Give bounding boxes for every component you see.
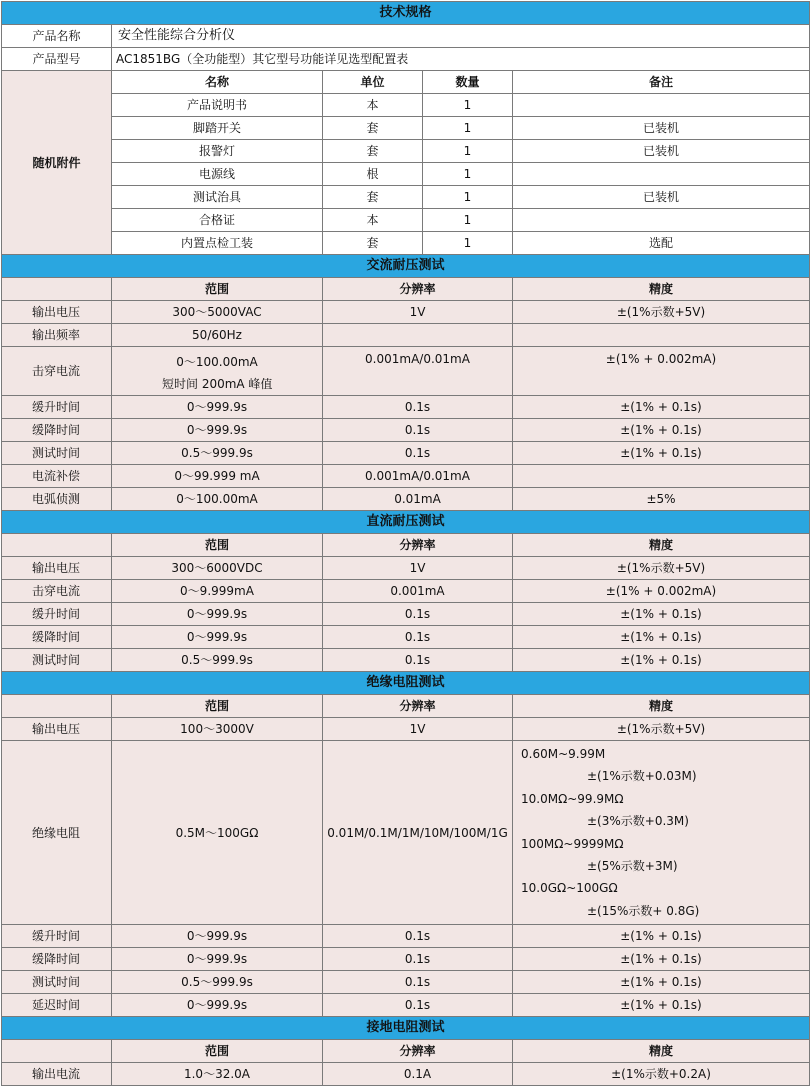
accessories-label: 随机附件 [2, 71, 112, 255]
accessory-qty: 1 [423, 186, 513, 209]
spec-param: 输出频率 [2, 324, 112, 347]
spec-param: 缓降时间 [2, 419, 112, 442]
spec-row [2, 347, 810, 396]
spec-range: 0～999.9s [112, 396, 323, 419]
accuracy-value-line: ±(3%示数+0.3M) [587, 814, 689, 829]
accessory-qty: 1 [423, 163, 513, 186]
accessory-name: 测试治具 [112, 186, 323, 209]
spec-range: 0～99.999 mA [112, 465, 323, 488]
accessory-qty: 1 [423, 209, 513, 232]
section-title: 交流耐压测试 [2, 255, 810, 278]
accessory-note [513, 163, 810, 186]
spec-title: 技术规格 [2, 2, 810, 25]
accessory-row [2, 94, 810, 117]
spec-resolution: 0.001mA [323, 580, 513, 603]
accessory-unit: 根 [323, 163, 423, 186]
spec-accuracy: ±(1% + 0.1s) [513, 971, 810, 994]
spec-range-note: 短时间 200mA 峰值 [162, 377, 273, 391]
accuracy-range-line: 100MΩ~9999MΩ [521, 836, 624, 851]
product-model-label: 产品型号 [2, 48, 112, 71]
spec-range: 0.5M～100GΩ [112, 741, 323, 925]
spec-param: 输出电压 [2, 557, 112, 580]
spec-resolution: 0.1s [323, 925, 513, 948]
spec-range: 0～999.9s [112, 626, 323, 649]
spec-row [2, 396, 810, 419]
accessory-name: 电源线 [112, 163, 323, 186]
accessory-row [2, 232, 810, 255]
spec-accuracy: ±(1%示数+5V) [513, 718, 810, 741]
section-title-row [2, 255, 810, 278]
spec-resolution: 0.1A [323, 1063, 513, 1086]
product-name-value: 安全性能综合分析仪 [112, 25, 810, 48]
spec-range: 0～9.999mA [112, 580, 323, 603]
spec-param: 绝缘电阻 [2, 741, 112, 925]
spec-row [2, 603, 810, 626]
header-blank [2, 695, 112, 718]
header-blank [2, 278, 112, 301]
accessory-name: 脚踏开关 [112, 117, 323, 140]
spec-accuracy: ±(1%示数+5V) [513, 301, 810, 324]
spec-accuracy [513, 324, 810, 347]
spec-row [2, 948, 810, 971]
spec-row [2, 580, 810, 603]
spec-accuracy: ±(1%示数+5V) [513, 557, 810, 580]
section-header-row [2, 278, 810, 301]
spec-accuracy: ±(1% + 0.1s) [513, 948, 810, 971]
product-model-row [2, 48, 810, 71]
spec-row [2, 465, 810, 488]
spec-resolution: 0.1s [323, 626, 513, 649]
header-accuracy: 精度 [513, 278, 810, 301]
accessory-name: 合格证 [112, 209, 323, 232]
accessory-unit: 本 [323, 94, 423, 117]
spec-param: 缓降时间 [2, 948, 112, 971]
spec-param: 缓升时间 [2, 925, 112, 948]
product-model-value: AC1851BG（全功能型）其它型号功能详见选型配置表 [112, 48, 810, 71]
spec-range-main: 0～100.00mA [176, 355, 258, 369]
header-range: 范围 [112, 695, 323, 718]
product-name-label: 产品名称 [2, 25, 112, 48]
spec-param: 缓降时间 [2, 626, 112, 649]
section-header-row [2, 1040, 810, 1063]
accuracy-value-line: ±(5%示数+3M) [587, 859, 678, 874]
header-range: 范围 [112, 1040, 323, 1063]
section-title: 绝缘电阻测试 [2, 672, 810, 695]
accessory-unit: 套 [323, 186, 423, 209]
spec-resolution: 0.001mA/0.01mA [323, 347, 513, 396]
header-resolution: 分辨率 [323, 278, 513, 301]
header-range: 范围 [112, 534, 323, 557]
spec-accuracy: ±(1% + 0.1s) [513, 603, 810, 626]
accessory-unit: 套 [323, 140, 423, 163]
spec-range [112, 347, 323, 396]
spec-resolution: 0.1s [323, 994, 513, 1017]
spec-row [2, 442, 810, 465]
spec-accuracy: ±(1% + 0.002mA) [513, 580, 810, 603]
accuracy-value-line: ±(15%示数+ 0.8G) [587, 903, 700, 918]
spec-resolution: 0.01M/0.1M/1M/10M/100M/1G [323, 741, 513, 925]
header-resolution: 分辨率 [323, 695, 513, 718]
accessory-qty: 1 [423, 232, 513, 255]
section-title: 直流耐压测试 [2, 511, 810, 534]
accuracy-value-line: ±(1%示数+0.03M) [587, 769, 697, 784]
spec-resolution: 1V [323, 301, 513, 324]
accessory-name: 报警灯 [112, 140, 323, 163]
spec-range: 300～6000VDC [112, 557, 323, 580]
header-accuracy: 精度 [513, 1040, 810, 1063]
section-header-row [2, 534, 810, 557]
product-name-row [2, 25, 810, 48]
section-title-row [2, 511, 810, 534]
accessory-row [2, 209, 810, 232]
accessory-note: 选配 [513, 232, 810, 255]
accessory-unit: 套 [323, 117, 423, 140]
spec-range: 0～999.9s [112, 948, 323, 971]
header-blank [2, 1040, 112, 1063]
spec-param: 测试时间 [2, 971, 112, 994]
spec-resolution: 0.1s [323, 396, 513, 419]
accessory-note: 已装机 [513, 117, 810, 140]
spec-param: 缓升时间 [2, 396, 112, 419]
spec-range: 0～100.00mA [112, 488, 323, 511]
spec-row [2, 626, 810, 649]
spec-row [2, 971, 810, 994]
spec-row [2, 994, 810, 1017]
spec-accuracy: ±(1% + 0.1s) [513, 925, 810, 948]
header-accuracy: 精度 [513, 534, 810, 557]
section-title-row [2, 672, 810, 695]
header-blank [2, 534, 112, 557]
spec-resolution: 1V [323, 557, 513, 580]
accuracy-range-line: 10.0MΩ~99.9MΩ [521, 791, 624, 806]
spec-range: 0～999.9s [112, 419, 323, 442]
spec-resolution: 0.1s [323, 948, 513, 971]
spec-range: 0～999.9s [112, 994, 323, 1017]
spec-accuracy: ±(1% + 0.1s) [513, 396, 810, 419]
spec-resolution: 0.01mA [323, 488, 513, 511]
insulation-resistance-row [2, 741, 810, 925]
spec-accuracy: ±(1% + 0.1s) [513, 994, 810, 1017]
accessory-name: 产品说明书 [112, 94, 323, 117]
title-row [2, 2, 810, 25]
spec-param: 击穿电流 [2, 580, 112, 603]
accessory-note: 已装机 [513, 186, 810, 209]
spec-resolution: 0.1s [323, 971, 513, 994]
spec-param: 输出电压 [2, 301, 112, 324]
accuracy-range-line: 0.60M~9.99M [521, 747, 606, 761]
section-title: 接地电阻测试 [2, 1017, 810, 1040]
spec-param: 测试时间 [2, 442, 112, 465]
accessory-row [2, 163, 810, 186]
accessory-row [2, 140, 810, 163]
accessory-note [513, 94, 810, 117]
spec-table [1, 1, 810, 1086]
spec-param: 测试时间 [2, 649, 112, 672]
accessory-note [513, 209, 810, 232]
spec-accuracy [513, 465, 810, 488]
section-title-row [2, 1017, 810, 1040]
accuracy-range-line: 10.0GΩ~100GΩ [521, 881, 618, 896]
spec-resolution: 0.1s [323, 603, 513, 626]
accessory-header-unit: 单位 [323, 71, 423, 94]
spec-range: 0～999.9s [112, 603, 323, 626]
accessory-unit: 本 [323, 209, 423, 232]
spec-row [2, 925, 810, 948]
spec-param: 输出电流 [2, 1063, 112, 1086]
spec-param: 击穿电流 [2, 347, 112, 396]
spec-range: 1.0～32.0A [112, 1063, 323, 1086]
spec-accuracy: ±(1% + 0.1s) [513, 442, 810, 465]
accessory-header-note: 备注 [513, 71, 810, 94]
accessory-row [2, 117, 810, 140]
spec-range: 50/60Hz [112, 324, 323, 347]
spec-range: 0.5～999.9s [112, 649, 323, 672]
spec-resolution: 0.1s [323, 419, 513, 442]
accessory-header-name: 名称 [112, 71, 323, 94]
spec-accuracy: ±(1% + 0.1s) [513, 419, 810, 442]
spec-param: 电流补偿 [2, 465, 112, 488]
spec-range: 0.5～999.9s [112, 971, 323, 994]
spec-range: 0.5～999.9s [112, 442, 323, 465]
spec-param: 输出电压 [2, 718, 112, 741]
spec-range: 100～3000V [112, 718, 323, 741]
header-range: 范围 [112, 278, 323, 301]
accessory-note: 已装机 [513, 140, 810, 163]
header-resolution: 分辨率 [323, 1040, 513, 1063]
spec-row [2, 488, 810, 511]
header-resolution: 分辨率 [323, 534, 513, 557]
spec-range: 0～999.9s [112, 925, 323, 948]
accessory-unit: 套 [323, 232, 423, 255]
spec-row [2, 419, 810, 442]
spec-resolution: 0.1s [323, 649, 513, 672]
accessory-qty: 1 [423, 94, 513, 117]
spec-param: 电弧侦测 [2, 488, 112, 511]
accessory-header-qty: 数量 [423, 71, 513, 94]
spec-row [2, 718, 810, 741]
spec-row [2, 557, 810, 580]
accessory-qty: 1 [423, 117, 513, 140]
accessory-header-row [2, 71, 810, 94]
spec-accuracy: ±5% [513, 488, 810, 511]
spec-accuracy-multi [513, 741, 810, 925]
accessory-row [2, 186, 810, 209]
spec-row [2, 1063, 810, 1086]
spec-range: 300～5000VAC [112, 301, 323, 324]
spec-accuracy: ±(1% + 0.1s) [513, 626, 810, 649]
spec-resolution: 0.001mA/0.01mA [323, 465, 513, 488]
spec-row [2, 301, 810, 324]
spec-resolution: 1V [323, 718, 513, 741]
spec-row [2, 324, 810, 347]
spec-accuracy: ±(1%示数+0.2A) [513, 1063, 810, 1086]
accessory-name: 内置点检工装 [112, 232, 323, 255]
spec-row [2, 649, 810, 672]
section-header-row [2, 695, 810, 718]
spec-param: 延迟时间 [2, 994, 112, 1017]
spec-accuracy: ±(1% + 0.002mA) [513, 347, 810, 396]
spec-resolution [323, 324, 513, 347]
spec-accuracy: ±(1% + 0.1s) [513, 649, 810, 672]
spec-param: 缓升时间 [2, 603, 112, 626]
accessory-qty: 1 [423, 140, 513, 163]
spec-resolution: 0.1s [323, 442, 513, 465]
header-accuracy: 精度 [513, 695, 810, 718]
